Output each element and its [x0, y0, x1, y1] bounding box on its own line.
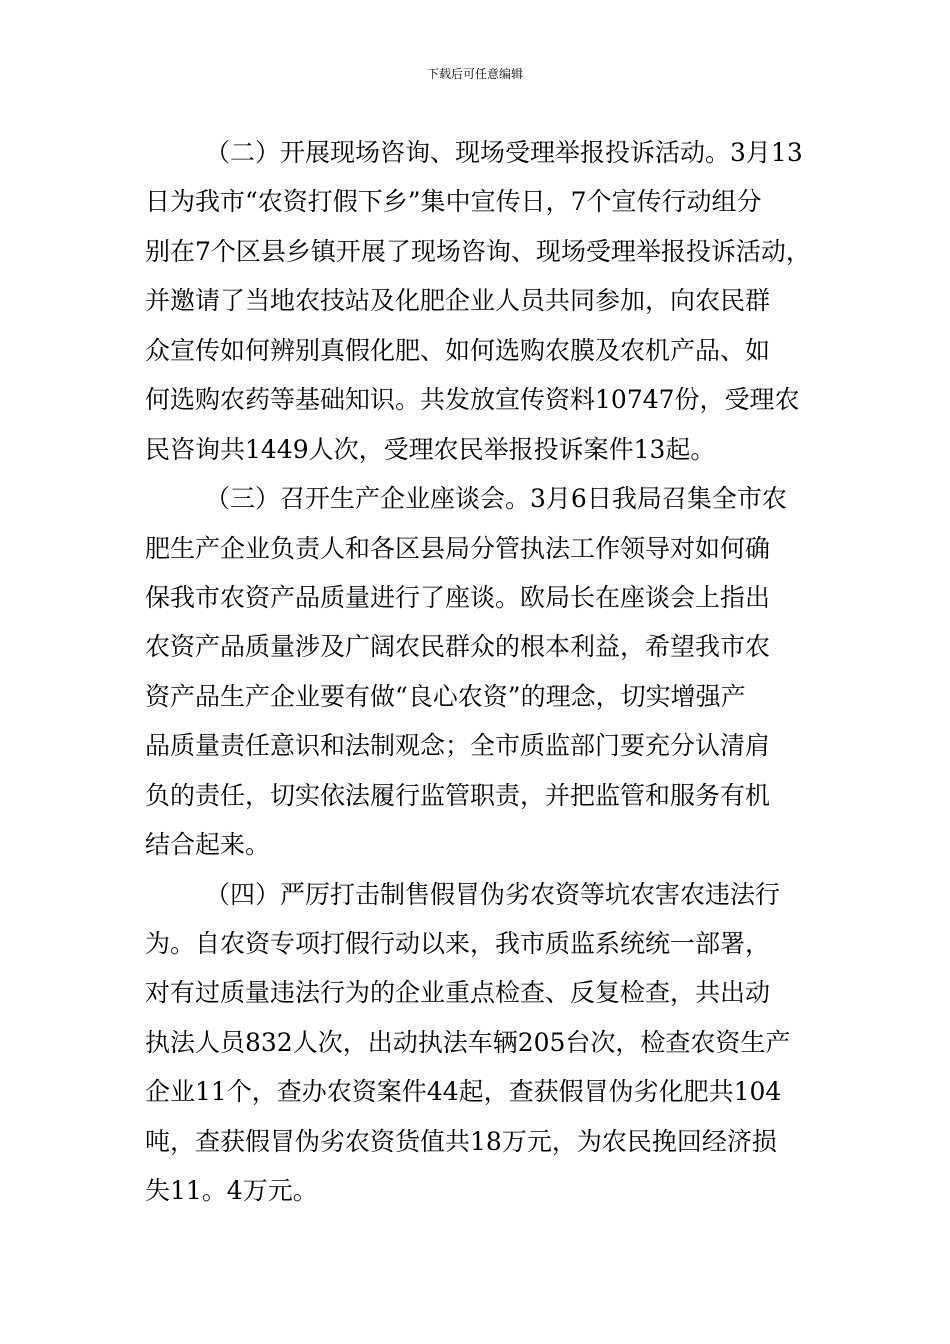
document-body — [145, 128, 820, 1216]
paragraph-line: 失11。4万元。 — [145, 1176, 318, 1206]
paragraph-line: 农资产品质量涉及广阔农民群众的根本利益，希望我市农 — [145, 632, 771, 662]
paragraph-line: 对有过质量违法行为的企业重点检查、反复检查，共出动 — [145, 978, 771, 1008]
paragraph-2 — [145, 128, 820, 474]
paragraph-line: （三）召开生产企业座谈会。3月6日我局召集全市农 — [205, 484, 787, 514]
paragraph-line: （四）严厉打击制售假冒伪劣农资等坑农害农违法行 — [205, 879, 781, 909]
paragraph-line: 别在7个区县乡镇开展了现场咨询、现场受理举报投诉活动， — [145, 236, 811, 266]
paragraph-line: 并邀请了当地农技站及化肥企业人员共同参加，向农民群 — [145, 286, 771, 316]
page-header: 下载后可任意编辑 — [426, 67, 523, 81]
paragraph-line: 负的责任，切实依法履行监管职责，并把监管和服务有机 — [145, 780, 771, 810]
paragraph-line: 民咨询共1449人次，受理农民举报投诉案件13起。 — [145, 434, 716, 464]
paragraph-line: 资产品生产企业要有做“良心农资”的理念，切实增强产 — [145, 681, 746, 711]
paragraph-line: 企业11个，查办农资案件44起，查获假冒伪劣化肥共104 — [145, 1077, 782, 1107]
paragraph-line: 保我市农资产品质量进行了座谈。欧局长在座谈会上指出 — [145, 582, 771, 612]
paragraph-3 — [145, 474, 820, 870]
paragraph-line: 肥生产企业负责人和各区县局分管执法工作领导对如何确 — [145, 533, 771, 563]
paragraph-line: 日为我市“农资打假下乡”集中宣传日，7个宣传行动组分 — [145, 187, 762, 217]
paragraph-line: 何选购农药等基础知识。共发放宣传资料10747份，受理农 — [145, 385, 800, 415]
paragraph-line: 为。自农资专项打假行动以来，我市质监系统统一部署， — [145, 929, 771, 958]
paragraph-line: 品质量责任意识和法制观念；全市质监部门要充分认清肩 — [145, 731, 771, 761]
paragraph-4 — [145, 870, 820, 1216]
paragraph-line: （二）开展现场咨询、现场受理举报投诉活动。3月13 — [205, 138, 803, 167]
paragraph-line: 众宣传如何辨别真假化肥、如何选购农膜及农机产品、如 — [145, 335, 771, 365]
paragraph-line: 结合起来。 — [145, 830, 271, 860]
paragraph-line: 吨，查获假冒伪劣农资货值共18万元，为农民挽回经济损 — [145, 1126, 777, 1156]
paragraph-line: 执法人员832人次，出动执法车辆205台次，检查农资生产 — [145, 1027, 791, 1057]
